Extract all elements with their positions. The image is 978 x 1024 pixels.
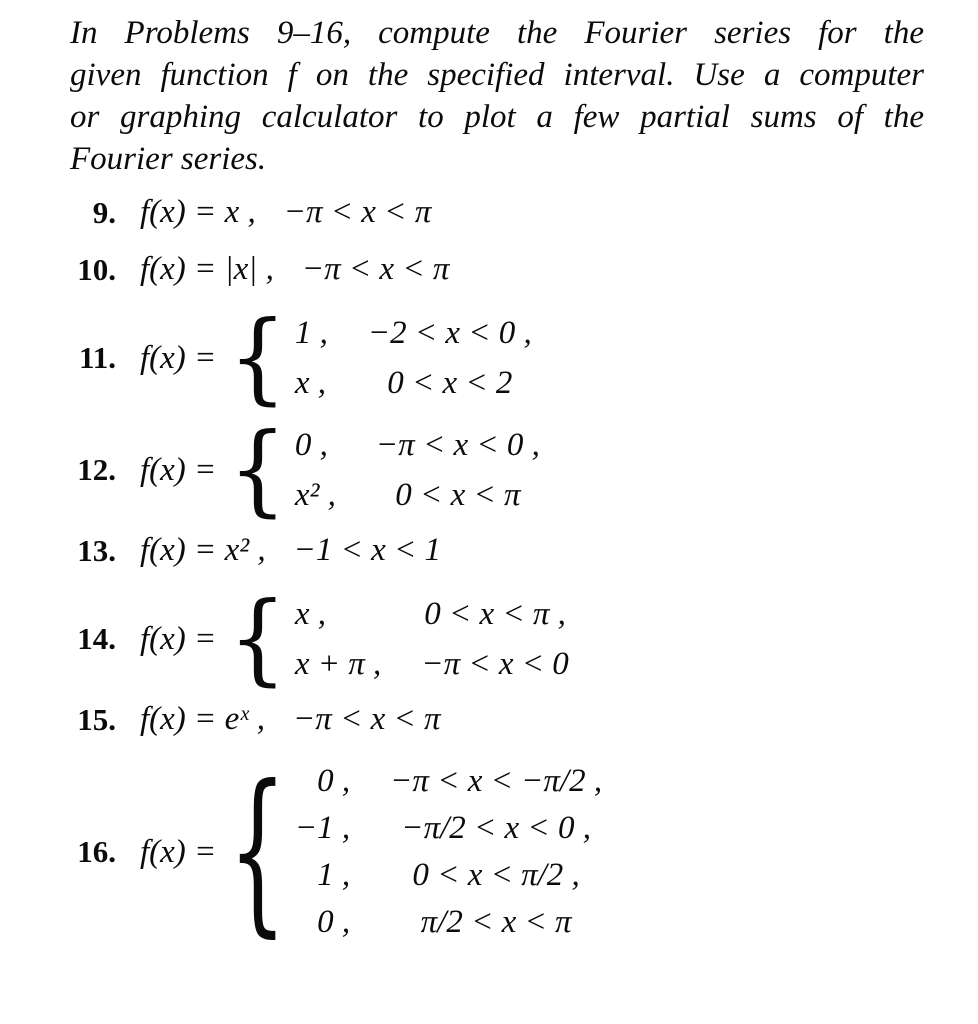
intro-line: given function f on the specified interval. Use a computer (70, 57, 924, 93)
case-condition: −π/2 < x < 0 , (401, 810, 591, 846)
left-brace: { (228, 580, 287, 696)
problem-row-13 (70, 532, 928, 569)
case-condition: 0 < x < π , (424, 596, 566, 632)
piecewise-cases (295, 758, 602, 946)
case-condition: −π < x < 0 , (375, 427, 540, 463)
problem-interval: −π < x < π (301, 251, 450, 287)
intro-line: or graphing calculator to plot a few partial sums of the (70, 99, 924, 135)
case-condition: 0 < x < π (395, 477, 521, 513)
problem-equation: f(x) = eˣ , (140, 701, 266, 737)
case-value: 0 , (294, 427, 328, 463)
left-brace: { (228, 299, 287, 415)
case-condition: π/2 < x < π (420, 904, 572, 940)
case-value: −1 , (294, 810, 351, 846)
case-condition: 0 < x < π/2 , (412, 857, 580, 893)
problem-equation: f(x) = |x| , (140, 251, 274, 287)
case-value: x + π , (294, 646, 382, 682)
piecewise-cases (295, 308, 532, 408)
problem-number: 11. (78, 340, 116, 375)
case-value: 0 , (317, 904, 351, 940)
problem-equation: f(x) = x , (140, 194, 256, 230)
piecewise-lhs: f(x) = (140, 620, 217, 657)
intro-line: In Problems 9–16, compute the Fourier series for the (70, 15, 924, 51)
problem-row-11 (70, 299, 928, 415)
left-brace: { (228, 411, 287, 527)
problem-row-16 (70, 747, 928, 953)
problem-interval: −1 < x < 1 (293, 532, 442, 568)
problem-equation: f(x) = x² , (140, 532, 266, 568)
intro-line: Fourier series. (70, 141, 267, 177)
case-value: x , (294, 596, 327, 632)
problem-row-14 (70, 580, 928, 696)
case-condition: −π < x < −π/2 , (390, 763, 603, 799)
intro-paragraph (70, 12, 924, 180)
piecewise-cases (295, 589, 569, 689)
problem-number: 12. (77, 452, 116, 487)
problem-row-15 (70, 701, 928, 738)
piecewise-lhs: f(x) = (140, 339, 217, 376)
piecewise-cases (295, 420, 540, 520)
case-value: 1 , (317, 857, 351, 893)
left-brace: { (228, 747, 287, 953)
problem-row-12 (70, 411, 928, 527)
case-value: x , (294, 365, 327, 401)
case-condition: −2 < x < 0 , (367, 315, 532, 351)
problem-interval: −π < x < π (283, 194, 432, 230)
case-value: 0 , (317, 763, 351, 799)
problem-number: 16. (77, 834, 116, 869)
problem-number: 15. (77, 701, 116, 737)
case-condition: 0 < x < 2 (387, 365, 513, 401)
problem-interval: −π < x < π (293, 701, 441, 737)
problems-list (70, 194, 928, 953)
problem-number: 13. (77, 532, 116, 568)
problem-number: 10. (77, 251, 116, 287)
case-value: 1 , (294, 315, 328, 351)
problem-row-9 (70, 194, 928, 231)
problem-number: 9. (92, 194, 116, 230)
problem-number: 14. (77, 621, 116, 656)
piecewise-lhs: f(x) = (140, 451, 217, 488)
case-value: x² , (294, 477, 336, 513)
problem-row-10 (70, 251, 928, 288)
piecewise-lhs: f(x) = (140, 833, 217, 870)
case-condition: −π < x < 0 (421, 646, 569, 682)
